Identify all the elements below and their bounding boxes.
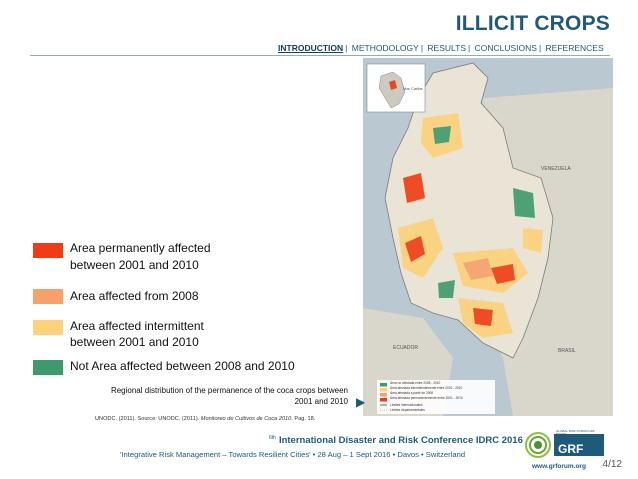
source-title: Monitoreo de Cultivos de Coca 2010 xyxy=(200,416,292,422)
map-legend-row: Área afectada intermitentemente entre 2001 - 2010 xyxy=(390,386,463,390)
header-divider xyxy=(30,55,610,56)
map-legend-row: Límites internacionales xyxy=(390,403,423,407)
caption-line: 2001 and 2010 xyxy=(294,397,348,406)
conference-edition: 6th xyxy=(269,435,276,441)
conference-subtitle: 'Integrative Risk Management – Towards Resilient Cities' • 28 Aug – 1 Sept 2016 • Davos • Switzerland xyxy=(120,450,466,459)
legend-swatch xyxy=(33,360,63,375)
source-citation xyxy=(95,416,315,422)
pointer-arrow-icon: ▶ xyxy=(356,395,366,409)
page-number: 4/12 xyxy=(602,459,622,470)
legend-label: Area affected intermittent xyxy=(70,319,204,333)
caption-line: Regional distribution of the permanence of the coca crops between xyxy=(110,386,348,395)
map-caption xyxy=(56,385,348,407)
map-inset-label: Mar Caribe xyxy=(403,86,423,91)
logo-text: GRF xyxy=(558,442,584,456)
nav-results[interactable]: RESULTS xyxy=(427,43,466,53)
logo-small-text: GLOBAL RISK FORUM GRF DAVOS xyxy=(556,429,595,437)
legend-label: between 2001 and 2010 xyxy=(70,335,199,349)
nav-introduction[interactable]: INTRODUCTION xyxy=(278,43,344,53)
legend-swatch xyxy=(33,320,63,335)
map-legend-row: Área afectada permanentemente entre 2001 - 2010 xyxy=(390,396,463,400)
map-label-venezuela: VENEZUELA xyxy=(541,166,571,172)
nav-references[interactable]: REFERENCES xyxy=(545,43,604,53)
legend-label: Area permanently affected xyxy=(70,241,211,255)
map-legend-row: Área afectada a partir de 2008 xyxy=(390,391,434,395)
nav-separator: | xyxy=(420,43,424,53)
nav-separator: | xyxy=(538,43,542,53)
nav-separator: | xyxy=(345,43,348,53)
legend-swatch xyxy=(33,243,63,258)
map-legend-row: Área no afectada entre 2008 - 2010 xyxy=(390,381,441,385)
nav-separator: | xyxy=(468,43,471,53)
grf-website-link[interactable]: www.grforum.org xyxy=(532,463,586,470)
page-title: ILLICIT CROPS xyxy=(455,12,610,35)
map-label-brasil: BRASIL xyxy=(558,348,576,354)
map-label-ecuador: ECUADOR xyxy=(393,345,419,351)
section-nav xyxy=(278,43,604,53)
legend-label: Area affected from 2008 xyxy=(70,289,199,303)
nav-methodology[interactable]: METHODOLOGY xyxy=(351,43,419,53)
legend-label: between 2001 and 2010 xyxy=(70,258,199,272)
coca-map xyxy=(363,58,613,416)
legend-swatch xyxy=(33,289,63,304)
nav-conclusions[interactable]: CONCLUSIONS xyxy=(474,43,537,53)
source-tail: . Pag. 18. xyxy=(291,416,316,422)
grf-logo[interactable] xyxy=(524,428,606,462)
legend-label: Not Area affected between 2008 and 2010 xyxy=(70,359,295,373)
conference-name: International Disaster and Risk Conference IDRC 2016 xyxy=(278,435,523,446)
conference-title xyxy=(269,435,523,446)
map-legend-row: Límites departamentales xyxy=(390,408,425,412)
source-text: UNODC. (2011). Source: UNODC. (2011). xyxy=(95,416,201,422)
